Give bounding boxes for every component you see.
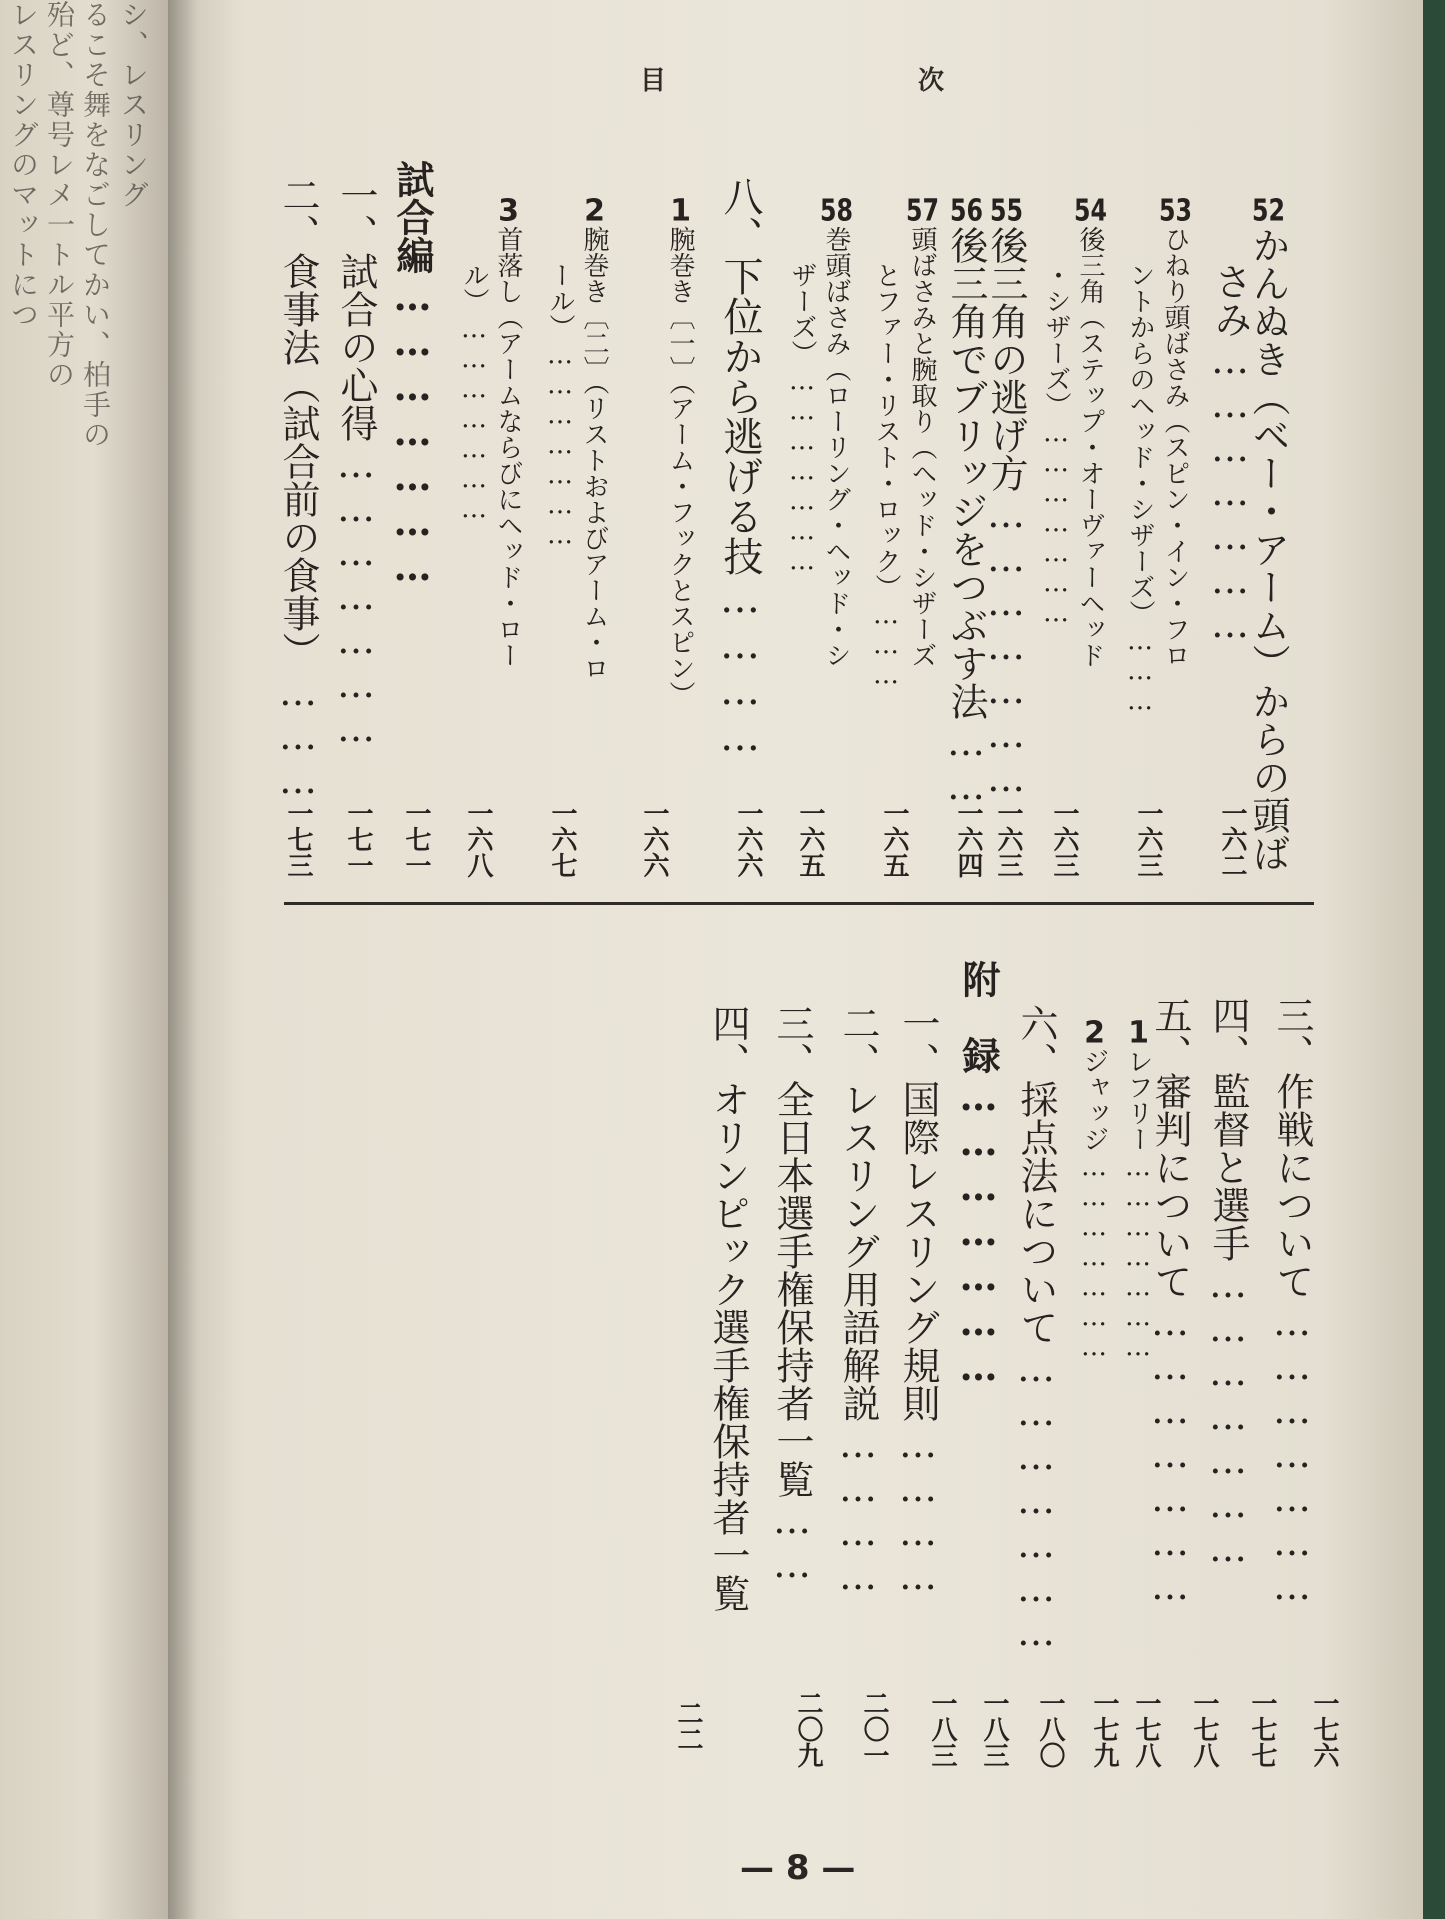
- entry-page: 一七八: [1131, 1690, 1161, 1768]
- toc-entry[interactable]: [1155, 196, 1195, 668]
- entry-page: 一七八: [1189, 1690, 1219, 1768]
- entry-title: さみ…………………: [1208, 262, 1252, 646]
- toc-entry[interactable]: [1208, 996, 1248, 1570]
- toc-entry[interactable]: [574, 196, 614, 681]
- toc-entry[interactable]: [1070, 196, 1110, 668]
- entry-page: 一六六: [639, 800, 669, 878]
- toc-header-right: 次: [918, 66, 945, 96]
- entry-number: 53: [1159, 196, 1192, 226]
- entry-title: ル）…………………: [459, 262, 489, 524]
- entry-title: 腕巻き〔一〕（アーム・フックとスピン）: [665, 226, 695, 707]
- left-page-text: 殆ど、尊号レメ一トル平方の: [43, 0, 76, 390]
- entry-title: ・シザーズ）…………………: [1041, 262, 1071, 628]
- toc-entry[interactable]: [946, 196, 986, 808]
- toc-entry[interactable]: [1210, 262, 1250, 646]
- section-divider: [284, 902, 1314, 905]
- toc-entry[interactable]: [540, 262, 580, 550]
- entry-title: ール）…………………: [545, 262, 575, 550]
- toc-entry[interactable]: [986, 196, 1026, 800]
- entry-title: 三、全日本選手権保持者一覧……: [770, 1004, 814, 1586]
- toc-entry[interactable]: [1248, 196, 1288, 872]
- entry-title: ひねり頭ばさみ（スピン・イン・フロ: [1160, 226, 1190, 668]
- entry-title: 附 録…………………: [956, 960, 1001, 1389]
- toc-entry[interactable]: [454, 262, 494, 524]
- entry-number: 54: [1074, 196, 1107, 226]
- toc-entry[interactable]: [1272, 996, 1312, 1608]
- entry-page: 一六四: [953, 800, 983, 878]
- entry-title: 試合編…………………: [390, 160, 435, 589]
- entry-title: 一、国際レスリング規則…………: [896, 1004, 940, 1598]
- entry-page: 一八三: [927, 1690, 957, 1768]
- entry-title: 二、レスリング用語解説…………: [836, 1004, 880, 1598]
- entry-number: 2: [584, 196, 605, 226]
- entry-page: 一六六: [733, 800, 763, 878]
- entry-title: 巻頭ばさみ（ローリング・ヘッド・シ: [821, 226, 851, 668]
- left-page-text: るこそ舞をなごしてかい、柏手の: [79, 0, 112, 450]
- toc-section-heading[interactable]: [717, 176, 763, 760]
- entry-number: 52: [1252, 196, 1285, 226]
- toc-entry[interactable]: [782, 262, 822, 576]
- entry-title: ントからのヘッド・シザーズ）………: [1125, 262, 1155, 716]
- toc-entry[interactable]: [816, 196, 856, 668]
- toc-entry[interactable]: [660, 196, 700, 707]
- entry-title: 腕巻き〔二〕（リストおよびアーム・ロ: [579, 226, 609, 681]
- entry-page: 一六七: [547, 800, 577, 878]
- toc-entry[interactable]: [898, 1004, 938, 1598]
- entry-title: 後三角（ステップ・オーヴァーヘッド: [1075, 226, 1105, 668]
- entry-page: 一七一: [401, 800, 431, 878]
- toc-entry[interactable]: [866, 262, 906, 690]
- toc-entry[interactable]: [902, 196, 942, 668]
- entry-title: ジャッジ…………………: [1079, 1048, 1109, 1362]
- left-page-text: シ、レスリング: [117, 0, 150, 210]
- entry-number: 1: [670, 196, 691, 226]
- entry-page: 一六三: [993, 800, 1023, 878]
- toc-entry[interactable]: [772, 1004, 812, 1586]
- left-facing-page: [0, 0, 168, 1919]
- toc-entry[interactable]: [838, 1004, 878, 1598]
- entry-title: 四、オリンピック選手権保持者一覧: [706, 1004, 750, 1612]
- entry-title: 五、審判について…………………: [1148, 996, 1192, 1608]
- entry-page: 一六八: [463, 800, 493, 878]
- entry-page: 二〇九: [793, 1690, 823, 1768]
- entry-page: 一六二: [1217, 800, 1247, 878]
- entry-page: 二二: [673, 1700, 703, 1752]
- entry-page: 一七一: [343, 800, 373, 878]
- entry-page: 二〇一: [859, 1690, 889, 1768]
- entry-page: 一六三: [1133, 800, 1163, 878]
- entry-title: 後三角の逃げ方…………………: [984, 226, 1028, 800]
- entry-number: 1: [1128, 1018, 1149, 1048]
- entry-number: 3: [498, 196, 519, 226]
- toc-entry[interactable]: [1074, 1018, 1114, 1362]
- entry-page: 一七三: [283, 800, 313, 878]
- entry-title: 八、下位から逃げる技…………: [717, 176, 763, 760]
- entry-number: 57: [906, 196, 939, 226]
- toc-part-heading[interactable]: [956, 960, 1001, 1389]
- entry-number: 56: [950, 196, 983, 226]
- toc-entry[interactable]: [1036, 262, 1076, 628]
- entry-title: ザーズ）…………………: [787, 262, 817, 576]
- toc-part-heading[interactable]: [390, 160, 435, 589]
- toc-entry[interactable]: [336, 176, 376, 750]
- entry-title: 一、試合の心得…………………: [334, 176, 378, 750]
- background-edge: [1423, 0, 1445, 1919]
- entry-number: 2: [1084, 1018, 1105, 1048]
- entry-title: 四、監督と選手…………………: [1206, 996, 1250, 1570]
- page-number: — 8 —: [740, 1848, 856, 1888]
- entry-page: 一六五: [795, 800, 825, 878]
- entry-page: 一八三: [979, 1690, 1009, 1768]
- entry-title: とファー・リスト・ロック）………: [871, 262, 901, 690]
- toc-entry[interactable]: [1118, 1018, 1158, 1362]
- entry-page: 一七九: [1089, 1690, 1119, 1768]
- entry-title: 頭ばさみと腕取り（ヘッド・シザーズ: [907, 226, 937, 668]
- toc-entry[interactable]: [1120, 262, 1160, 716]
- entry-title: 後三角でブリッジをつぶす法……: [944, 226, 988, 808]
- entry-page: 一七六: [1309, 1690, 1339, 1768]
- entry-number: 55: [990, 196, 1023, 226]
- entry-title: レフリー…………………: [1123, 1048, 1153, 1362]
- toc-entry[interactable]: [488, 196, 528, 668]
- entry-title: 首落し（アームならびにヘッド・ロー: [493, 226, 523, 668]
- entry-title: 三、作戦について…………………: [1270, 996, 1314, 1608]
- entry-page: 一八〇: [1035, 1690, 1065, 1768]
- entry-title: 二、食事法（試合前の食事）………: [276, 176, 320, 802]
- entry-number: 58: [820, 196, 853, 226]
- entry-page: 一六三: [1049, 800, 1079, 878]
- toc-header-left: 目: [640, 66, 667, 96]
- left-page-text: レスリングのマットにつ: [7, 0, 40, 330]
- entry-title: かんぬき（ベー・アーム）からの頭ば: [1246, 226, 1290, 872]
- toc-entry[interactable]: [1016, 1004, 1056, 1654]
- toc-entry[interactable]: [708, 1004, 748, 1612]
- entry-title: 六、採点法について…………………: [1014, 1004, 1058, 1654]
- toc-entry[interactable]: [278, 176, 318, 802]
- gutter-shadow: [168, 0, 198, 1919]
- entry-page: 一七七: [1247, 1690, 1277, 1768]
- entry-page: 一六五: [879, 800, 909, 878]
